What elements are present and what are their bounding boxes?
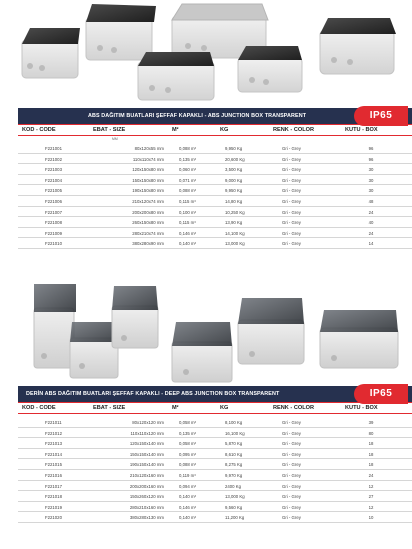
cell-ebat: 200x200x160 mm xyxy=(129,483,164,489)
header-m2: M² xyxy=(172,405,179,411)
cell-ebat: 210x120x160 mm xyxy=(129,472,164,478)
cell-ebat: 260x150x80 mm xyxy=(132,220,164,226)
cell-m2: 0,088 m³ xyxy=(179,188,196,194)
cell-renk: Gri - Grey xyxy=(282,241,301,247)
junction-box-image xyxy=(70,322,118,378)
cell-m2: 0,146 m³ xyxy=(179,504,196,510)
cell-ebat: 150x150x80 mm xyxy=(132,177,164,183)
cell-kutu: 27 xyxy=(368,494,374,500)
cell-kg: 9,970 Kg xyxy=(225,472,243,478)
cell-ebat: 110x110x120 mm xyxy=(130,430,164,436)
cell-renk: Gri - Grey xyxy=(282,146,301,151)
junction-box-image xyxy=(112,286,158,348)
cell-renk: Gri - Grey xyxy=(282,451,301,457)
cell-ebat: 280x210x160 mm xyxy=(129,504,164,510)
table-row xyxy=(18,502,412,513)
cell-kg: 9,950 Kg xyxy=(225,146,243,151)
cell-ebat: 80x120x55 mm xyxy=(134,146,164,151)
cell-kutu: 48 xyxy=(368,198,374,204)
cell-kod: F221020 xyxy=(45,515,62,521)
cell-m2: 0,135 m³ xyxy=(179,156,196,162)
cell-kod: F221013 xyxy=(45,441,62,447)
header-renk: RENK - COLOR xyxy=(273,127,315,133)
cell-ebat: 110x110x74 mm xyxy=(132,156,164,162)
cell-m2: 0,058 m³ xyxy=(179,420,196,425)
cell-renk: Gri - Grey xyxy=(282,472,301,478)
cell-renk: Gri - Grey xyxy=(282,515,301,521)
ip65-badge: IP65 xyxy=(354,384,408,404)
junction-box-image xyxy=(320,310,398,368)
cell-renk: Gri - Grey xyxy=(282,177,301,183)
cell-kutu: 96 xyxy=(368,146,374,151)
section-title: ABS DAĞITIM BUATLARI ŞEFFAF KAPAKLI - ABS JUNCTION BOX TRANSPARENT xyxy=(88,113,307,119)
cell-renk: Gri - Grey xyxy=(282,230,301,236)
cell-kutu: 30 xyxy=(368,177,374,183)
table-row xyxy=(18,470,412,481)
cell-kg: 3,500 Kg xyxy=(225,167,243,173)
section-banner xyxy=(18,386,412,402)
table-header xyxy=(18,124,412,136)
cell-ebat: 190x150x140 mm xyxy=(129,462,164,468)
cell-kod: F221005 xyxy=(45,188,62,194)
header-ebat: EBAT - SIZE xyxy=(93,127,126,133)
table-body xyxy=(18,143,412,249)
cell-renk: Gri - Grey xyxy=(282,220,301,226)
junction-box-image xyxy=(320,18,396,74)
unit-label: MM xyxy=(112,137,118,141)
cell-kutu: 24 xyxy=(368,209,374,215)
table-header xyxy=(18,402,412,414)
cell-kg: 8,610 Kg xyxy=(225,451,243,457)
cell-kod: F221016 xyxy=(45,472,62,478)
table-row xyxy=(18,164,412,175)
cell-kod: F221008 xyxy=(45,220,62,226)
cell-m2: 0,088 m³ xyxy=(179,462,196,468)
junction-box-image xyxy=(238,298,304,364)
cell-kg: 16,100 Kg xyxy=(225,430,245,436)
cell-renk: Gri - Grey xyxy=(282,156,301,162)
junction-box-image xyxy=(138,52,214,100)
cell-kod: F221001 xyxy=(45,146,62,151)
cell-kg: 13,90 Kg xyxy=(225,220,243,226)
cell-kutu: 18 xyxy=(368,462,374,468)
table-row xyxy=(18,143,412,154)
cell-kod: F221006 xyxy=(45,198,62,204)
ip65-badge: IP65 xyxy=(354,106,408,126)
header-kg: KG xyxy=(220,405,229,411)
cell-kg: 5,870 Kg xyxy=(225,441,243,447)
cell-m2: 0,088 m³ xyxy=(179,146,196,151)
table-row xyxy=(18,185,412,196)
cell-ebat: 280x210x74 mm xyxy=(132,230,164,236)
unit-row xyxy=(18,136,412,143)
cell-m2: 0,146 m³ xyxy=(179,230,196,236)
cell-renk: Gri - Grey xyxy=(282,420,301,425)
cell-renk: Gri - Grey xyxy=(282,494,301,500)
table-row xyxy=(18,438,412,449)
header-ebat: EBAT - SIZE xyxy=(93,405,126,411)
cell-renk: Gri - Grey xyxy=(282,430,301,436)
cell-kg: 10,250 Kg xyxy=(225,209,245,215)
table-row xyxy=(18,428,412,439)
cell-m2: 0,119 m³ xyxy=(179,472,196,478)
cell-ebat: 120x150x80 mm xyxy=(132,167,164,173)
cell-ebat: 190x150x80 mm xyxy=(132,188,164,194)
cell-kutu: 18 xyxy=(368,451,374,457)
header-kutu: KUTU - BOX xyxy=(345,127,378,133)
cell-kg: 9,950 Kg xyxy=(225,188,243,194)
cell-kod: F221014 xyxy=(45,451,62,457)
cell-kod: F221007 xyxy=(45,209,62,215)
cell-kg: 20,600 Kg xyxy=(225,156,245,162)
cell-renk: Gri - Grey xyxy=(282,198,301,204)
cell-ebat: 150x150x140 mm xyxy=(129,451,164,457)
table-row xyxy=(18,175,412,186)
cell-kod: F221011 xyxy=(45,420,62,425)
cell-m2: 0,115 m³ xyxy=(179,220,196,226)
header-kg: KG xyxy=(220,127,229,133)
cell-kutu: 40 xyxy=(368,220,374,226)
cell-renk: Gri - Grey xyxy=(282,167,301,173)
junction-box-table-section xyxy=(18,108,412,249)
cell-kod: F221003 xyxy=(45,167,62,173)
cell-kutu: 10 xyxy=(368,515,374,521)
cell-kutu: 30 xyxy=(368,188,374,194)
cell-m2: 0,058 m³ xyxy=(179,441,196,447)
table-row xyxy=(18,417,412,428)
junction-box-image xyxy=(172,322,232,382)
cell-kutu: 39 xyxy=(368,420,374,425)
header-kod: KOD - CODE xyxy=(22,405,56,411)
cell-kutu: 12 xyxy=(368,483,374,489)
cell-kutu: 12 xyxy=(368,504,374,510)
table-row xyxy=(18,459,412,470)
cell-kutu: 80 xyxy=(368,430,374,436)
cell-kod: F221017 xyxy=(45,483,62,489)
header-kod: KOD - CODE xyxy=(22,127,56,133)
junction-box-image xyxy=(86,4,156,60)
cell-kutu: 24 xyxy=(368,230,374,236)
cell-kod: F221002 xyxy=(45,156,62,162)
table-row xyxy=(18,481,412,492)
deep-junction-box-table-section xyxy=(18,386,412,523)
section-title: DERİN ABS DAĞITIM BUATLARI ŞEFFAF KAPAKLI - DEEP ABS JUNCTION BOX TRANSPARENT xyxy=(26,391,280,397)
cell-m2: 0,140 m³ xyxy=(179,515,196,521)
table-row xyxy=(18,491,412,502)
cell-kg: 2400 Kg xyxy=(225,483,242,489)
junction-box-image xyxy=(22,28,80,78)
cell-renk: Gri - Grey xyxy=(282,188,301,194)
table-row xyxy=(18,449,412,460)
cell-m2: 0,071 m³ xyxy=(179,177,196,183)
section-banner xyxy=(18,108,412,124)
cell-renk: Gri - Grey xyxy=(282,441,301,447)
product-photo-junction-boxes xyxy=(0,0,412,108)
cell-m2: 0,115 m³ xyxy=(179,198,196,204)
cell-kg: 14,80 Kg xyxy=(225,198,243,204)
table-body xyxy=(18,417,412,523)
cell-m2: 0,095 m³ xyxy=(179,451,196,457)
cell-ebat: 200x200x80 mm xyxy=(132,209,164,215)
cell-ebat: 150x260x120 mm xyxy=(129,494,164,500)
cell-renk: Gri - Grey xyxy=(282,462,301,468)
cell-m2: 0,140 m³ xyxy=(179,494,196,500)
cell-kod: F221015 xyxy=(45,462,62,468)
cell-kutu: 30 xyxy=(368,167,374,173)
cell-m2: 0,140 m³ xyxy=(179,241,196,247)
cell-kg: 9,560 Kg xyxy=(225,504,243,510)
table-row xyxy=(18,196,412,207)
header-kutu: KUTU - BOX xyxy=(345,405,378,411)
header-m2: M² xyxy=(172,127,179,133)
header-renk: RENK - COLOR xyxy=(273,405,315,411)
cell-ebat: 380x280x130 mm xyxy=(129,515,164,521)
table-row xyxy=(18,217,412,228)
cell-kutu: 14 xyxy=(368,241,374,247)
cell-ebat: 210x120x74 mm xyxy=(132,198,164,204)
cell-kutu: 24 xyxy=(368,472,374,478)
cell-renk: Gri - Grey xyxy=(282,504,301,510)
cell-kutu: 18 xyxy=(368,441,374,447)
junction-box-image xyxy=(238,46,302,92)
cell-kod: F221004 xyxy=(45,177,62,183)
cell-ebat: 80x120x120 mm xyxy=(132,420,164,425)
cell-ebat: 380x280x90 mm xyxy=(132,241,164,247)
table-row xyxy=(18,512,412,523)
table-row xyxy=(18,207,412,218)
cell-kod: F221018 xyxy=(45,494,62,500)
cell-m2: 0,135 m³ xyxy=(179,430,196,436)
product-photo-deep-junction-boxes xyxy=(0,280,412,385)
cell-kod: F221010 xyxy=(45,241,62,247)
cell-kg: 8,275 Kg xyxy=(225,462,243,468)
cell-kod: F221009 xyxy=(45,230,62,236)
cell-kod: F221012 xyxy=(45,430,62,436)
cell-renk: Gri - Grey xyxy=(282,209,301,215)
cell-ebat: 120x150x140 mm xyxy=(129,441,164,447)
cell-kg: 14,100 Kg xyxy=(225,230,245,236)
cell-kod: F221019 xyxy=(45,504,62,510)
cell-kg: 9,000 Kg xyxy=(225,177,243,183)
cell-m2: 0,094 m³ xyxy=(179,483,196,489)
table-row xyxy=(18,228,412,239)
cell-kg: 13,000 Kg xyxy=(225,494,245,500)
cell-m2: 0,060 m³ xyxy=(179,167,196,173)
cell-kg: 13,000 Kg xyxy=(225,241,245,247)
cell-kutu: 96 xyxy=(368,156,374,162)
table-row xyxy=(18,154,412,165)
cell-kg: 11,200 Kg xyxy=(225,515,245,521)
table-row xyxy=(18,238,412,249)
cell-m2: 0,100 m³ xyxy=(179,209,196,215)
cell-renk: Gri - Grey xyxy=(282,483,301,489)
cell-kg: 8,100 Kg xyxy=(225,420,243,425)
